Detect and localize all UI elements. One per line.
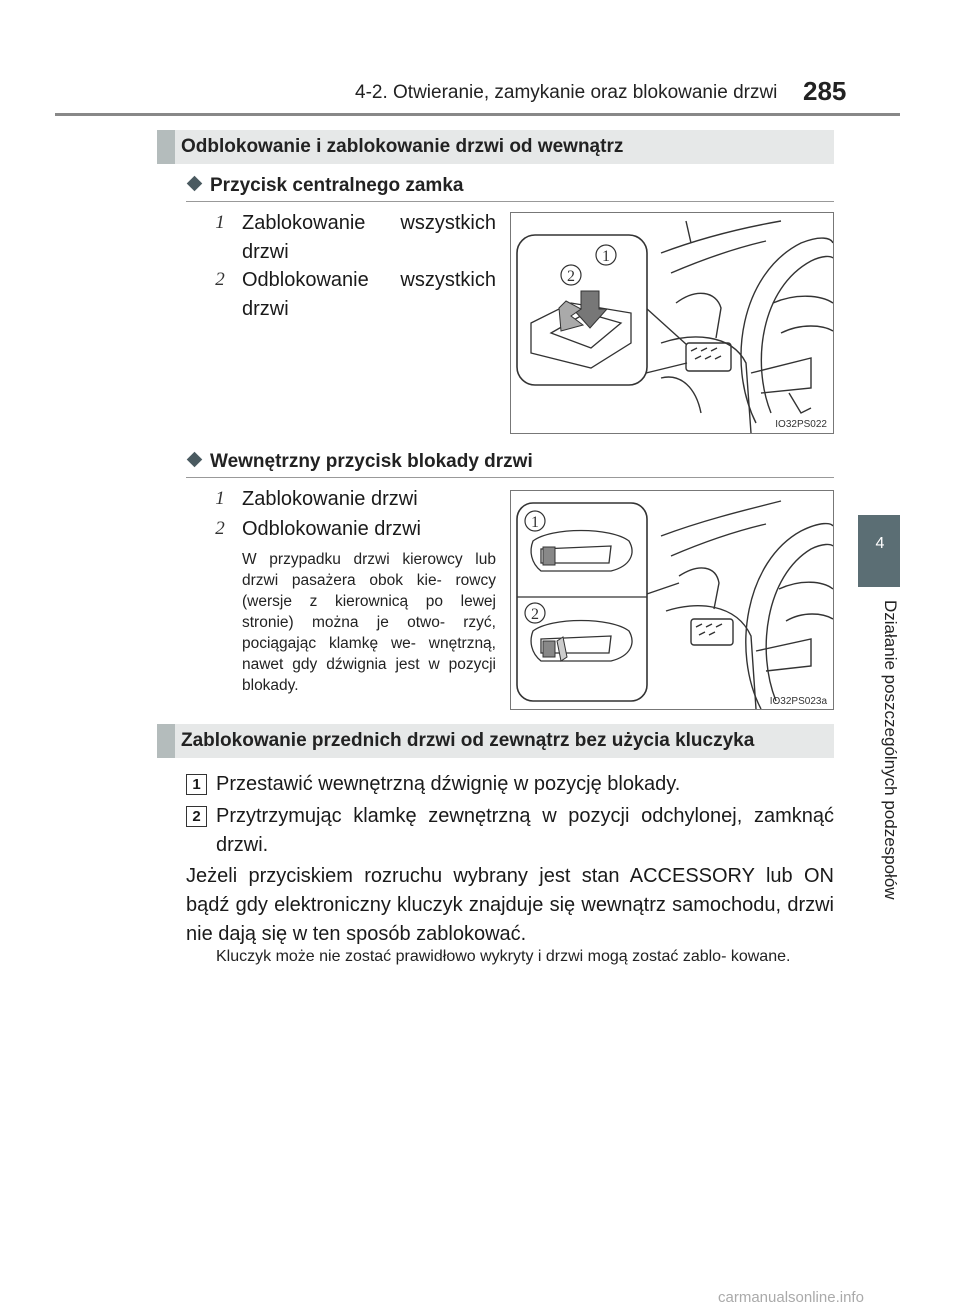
page-number: 285 bbox=[803, 76, 847, 106]
running-header: 4-2. Otwieranie, zamykanie oraz blokowanie drzwi bbox=[355, 82, 778, 103]
section-heading-2-text: Zablokowanie przednich drzwi od zewnątrz bez użycia kluczyka bbox=[181, 730, 755, 751]
svg-text:2: 2 bbox=[531, 606, 539, 623]
sub-rule bbox=[186, 201, 834, 202]
chapter-number: 4 bbox=[875, 535, 885, 552]
item-number-icon: 1 bbox=[215, 212, 225, 233]
subheading-text: Wewnętrzny przycisk blokady drzwi bbox=[210, 451, 533, 472]
item-text: Zablokowanie drzwi bbox=[242, 488, 418, 510]
figure-central-lock-switch bbox=[510, 212, 834, 434]
paragraph: Jeżeli przyciskiem rozruchu wybrany jest stan ACCESSORY lub ON bądź gdy elektroniczny kluczyk znajduje się wewnątrz samochodu, drzwi nie dają się w ten sposób zablokować. bbox=[186, 865, 834, 945]
list-item bbox=[210, 209, 496, 267]
item-text: Zablokowanie wszystkich drzwi bbox=[242, 212, 496, 263]
subheading-text: Przycisk centralnego zamka bbox=[210, 175, 464, 196]
header-rule bbox=[55, 113, 900, 116]
list-item bbox=[210, 485, 496, 514]
section-heading-1 bbox=[157, 130, 834, 164]
subheading-central-lock bbox=[186, 175, 463, 197]
step-item bbox=[186, 770, 834, 799]
diamond-bullet-icon bbox=[187, 176, 203, 192]
note-text: Kluczyk może nie zostać prawidłowo wykryty i drzwi mogą zostać zablo- kowane. bbox=[216, 948, 791, 965]
section-heading-1-text: Odblokowanie i zablokowanie drzwi od wewnątrz bbox=[181, 136, 624, 157]
list-item bbox=[210, 266, 496, 324]
figure-code: IO32PS022 bbox=[775, 419, 827, 430]
step-text: Przytrzymując klamkę zewnętrzną w pozycji odchylonej, zamknąć drzwi. bbox=[216, 805, 834, 856]
item-number-icon: 2 bbox=[215, 269, 225, 290]
diamond-bullet-icon bbox=[187, 452, 203, 468]
illustration-door-handle bbox=[511, 491, 833, 709]
chapter-title: Działanie poszczególnych podzespołów bbox=[881, 600, 900, 900]
list-item bbox=[210, 515, 496, 544]
watermark: carmanualsonline.info bbox=[718, 1289, 864, 1306]
figure-code: IO32PS023a bbox=[769, 696, 827, 707]
svg-text:2: 2 bbox=[567, 268, 575, 285]
item-text: Odblokowanie wszystkich drzwi bbox=[242, 269, 496, 320]
figure-inner-lock-lever bbox=[510, 490, 834, 710]
subheading-inner-lock bbox=[186, 451, 533, 473]
section-heading-2 bbox=[157, 724, 834, 758]
svg-text:1: 1 bbox=[602, 248, 610, 265]
item-text: Odblokowanie drzwi bbox=[242, 518, 421, 540]
note-text: W przypadku drzwi kierowcy lub drzwi pasażera obok kie- rowcy (wersje z kierownicą po lewej stronie) można je otwo- rzyć, pociągając klamkę we- wnętrzną, nawet gdy dźwignia jest w pozycji blokady. bbox=[242, 551, 496, 694]
svg-text:1: 1 bbox=[531, 514, 539, 531]
illustration-door-lock-switch bbox=[511, 213, 833, 433]
sub-rule bbox=[186, 477, 834, 478]
item-number-icon: 2 bbox=[215, 518, 225, 539]
step-number-icon: 1 bbox=[186, 774, 207, 795]
item-number-icon: 1 bbox=[215, 488, 225, 509]
step-item bbox=[186, 802, 834, 860]
step-text: Przestawić wewnętrzną dźwignię w pozycję blokady. bbox=[216, 773, 681, 795]
step-number-icon: 2 bbox=[186, 806, 207, 827]
